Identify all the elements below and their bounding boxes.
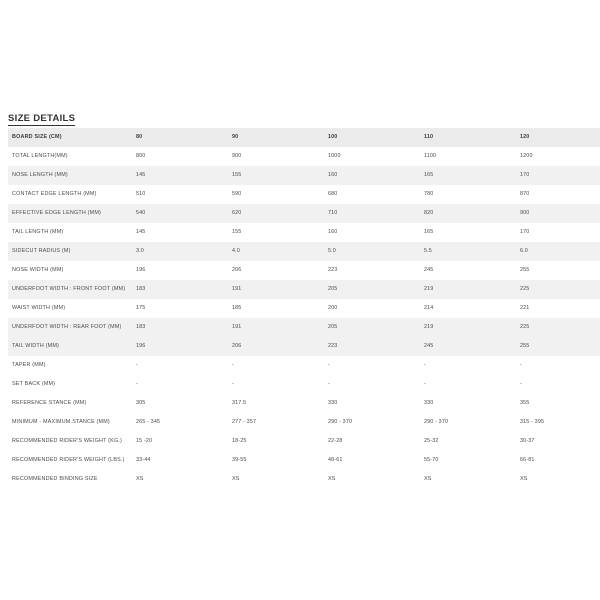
row-value: 620: [232, 209, 242, 216]
row-value: 22-28: [328, 437, 343, 444]
row-value: 145: [136, 228, 146, 235]
row-value: 265 - 345: [136, 418, 161, 425]
table-row: [8, 337, 600, 356]
column-header-120: 120: [520, 133, 530, 140]
row-label: UNDERFOOT WIDTH : REAR FOOT (MM): [12, 323, 122, 330]
row-value: 196: [136, 266, 146, 273]
row-value: 225: [520, 285, 530, 292]
row-value: 165: [424, 228, 434, 235]
row-value: 183: [136, 323, 146, 330]
row-value: 191: [232, 323, 242, 330]
row-label: TAIL LENGTH (MM): [12, 228, 64, 235]
row-value: XS: [520, 475, 528, 482]
table-row: [8, 318, 600, 337]
row-value: 540: [136, 209, 146, 216]
row-value: 206: [232, 342, 242, 349]
row-value: 39-55: [232, 456, 247, 463]
table-row: [8, 375, 600, 394]
table-row: [8, 185, 600, 204]
row-value: 145: [136, 171, 146, 178]
row-value: 245: [424, 266, 434, 273]
row-label: NOSE LENGTH (MM): [12, 171, 68, 178]
row-value: 710: [328, 209, 338, 216]
table-row: [8, 451, 600, 470]
table-row: [8, 394, 600, 413]
row-value: 219: [424, 323, 434, 330]
row-value: -: [232, 380, 234, 387]
row-label: RECOMMENDED RIDER'S WEIGHT (LBS.): [12, 456, 125, 463]
row-label: RECOMMENDED BINDING SIZE: [12, 475, 98, 482]
row-value: 277 - 357: [232, 418, 257, 425]
row-value: 170: [520, 228, 530, 235]
table-row: [8, 280, 600, 299]
row-value: 165: [424, 171, 434, 178]
size-details-table-wrap: [8, 128, 592, 489]
row-value: 6.0: [520, 247, 528, 254]
table-row: [8, 413, 600, 432]
row-value: 330: [424, 399, 434, 406]
section-title-wrap: [8, 108, 75, 126]
row-value: 4.0: [232, 247, 240, 254]
row-value: 355: [520, 399, 530, 406]
table-row: [8, 204, 600, 223]
row-value: 214: [424, 304, 434, 311]
row-value: 185: [232, 304, 242, 311]
row-label: RECOMMENDED RIDER'S WEIGHT (KG.): [12, 437, 123, 444]
row-value: XS: [136, 475, 144, 482]
row-value: 225: [520, 323, 530, 330]
table-header: [8, 128, 600, 147]
table-row: [8, 432, 600, 451]
row-label: NOSE WIDTH (MM): [12, 266, 64, 273]
row-label: CONTACT EDGE LENGTH (MM): [12, 190, 97, 197]
row-value: 290 - 370: [424, 418, 449, 425]
row-label: EFFECTIVE EDGE LENGTH (MM): [12, 209, 102, 216]
row-value: -: [328, 361, 330, 368]
row-value: 155: [232, 228, 242, 235]
row-value: 290 - 370: [328, 418, 353, 425]
column-header-100: 100: [328, 133, 338, 140]
column-header-board-size: BOARD SIZE (CM): [12, 133, 62, 140]
row-value: 800: [136, 152, 146, 159]
row-value: 680: [328, 190, 338, 197]
row-value: -: [424, 361, 426, 368]
row-label: SIDECUT RADIUS (M): [12, 247, 71, 254]
row-value: 223: [328, 342, 338, 349]
row-value: 820: [424, 209, 434, 216]
row-value: 870: [520, 190, 530, 197]
row-value: 175: [136, 304, 146, 311]
row-value: 1100: [424, 152, 437, 159]
row-value: -: [136, 361, 138, 368]
row-value: -: [520, 380, 522, 387]
row-value: 590: [232, 190, 242, 197]
row-value: 200: [328, 304, 338, 311]
row-value: 245: [424, 342, 434, 349]
column-header-90: 90: [232, 133, 239, 140]
row-value: 15 -20: [136, 437, 153, 444]
row-value: 255: [520, 342, 530, 349]
table-row: [8, 166, 600, 185]
row-value: 205: [328, 285, 338, 292]
row-value: 900: [520, 209, 530, 216]
row-value: 183: [136, 285, 146, 292]
row-value: 255: [520, 266, 530, 273]
row-label: REFERENCE STANCE (MM): [12, 399, 87, 406]
row-label: WAIST WIDTH (MM): [12, 304, 66, 311]
row-value: 170: [520, 171, 530, 178]
row-value: -: [232, 361, 234, 368]
row-value: 191: [232, 285, 242, 292]
table-row: [8, 242, 600, 261]
row-value: 66-81: [520, 456, 535, 463]
row-value: 305: [136, 399, 146, 406]
row-value: 155: [232, 171, 242, 178]
row-value: XS: [232, 475, 240, 482]
row-value: 5.0: [328, 247, 336, 254]
table-row: [8, 261, 600, 280]
row-value: 315 - 395: [520, 418, 545, 425]
row-value: 30-37: [520, 437, 535, 444]
column-header-110: 110: [424, 133, 434, 140]
row-label: TOTAL LENGTH(MM): [12, 152, 68, 159]
row-value: 1000: [328, 152, 341, 159]
row-value: 1200: [520, 152, 533, 159]
row-value: 33-44: [136, 456, 151, 463]
table-row: [8, 470, 600, 489]
row-value: 317.5: [232, 399, 247, 406]
row-value: 5.5: [424, 247, 432, 254]
row-value: -: [424, 380, 426, 387]
row-label: UNDERFOOT WIDTH : FRONT FOOT (MM): [12, 285, 126, 292]
row-value: XS: [424, 475, 432, 482]
row-value: 160: [328, 171, 338, 178]
row-value: 510: [136, 190, 146, 197]
row-value: 900: [232, 152, 242, 159]
row-label: MINIMUM - MAXIMUM STANCE (MM): [12, 418, 110, 425]
row-value: 25-32: [424, 437, 439, 444]
row-value: 48-61: [328, 456, 343, 463]
row-value: 160: [328, 228, 338, 235]
row-value: 221: [520, 304, 530, 311]
row-label: SET BACK (MM): [12, 380, 56, 387]
table-header-row: [8, 128, 600, 147]
table-row: [8, 147, 600, 166]
column-header-80: 80: [136, 133, 143, 140]
row-value: 780: [424, 190, 434, 197]
row-label: TAIL WIDTH (MM): [12, 342, 60, 349]
row-value: 206: [232, 266, 242, 273]
row-value: 55-70: [424, 456, 439, 463]
row-value: XS: [328, 475, 336, 482]
row-value: 18-25: [232, 437, 247, 444]
row-value: 3.0: [136, 247, 144, 254]
row-value: 330: [328, 399, 338, 406]
size-details-table: [8, 128, 600, 489]
row-value: 219: [424, 285, 434, 292]
table-row: [8, 299, 600, 318]
table-row: [8, 223, 600, 242]
row-label: TAPER (MM): [12, 361, 46, 368]
table-body: [8, 147, 600, 489]
table-row: [8, 356, 600, 375]
row-value: -: [520, 361, 522, 368]
page-title: SIZE DETAILS: [8, 113, 76, 124]
row-value: 205: [328, 323, 338, 330]
row-value: 223: [328, 266, 338, 273]
row-value: 196: [136, 342, 146, 349]
row-value: -: [328, 380, 330, 387]
row-value: -: [136, 380, 138, 387]
